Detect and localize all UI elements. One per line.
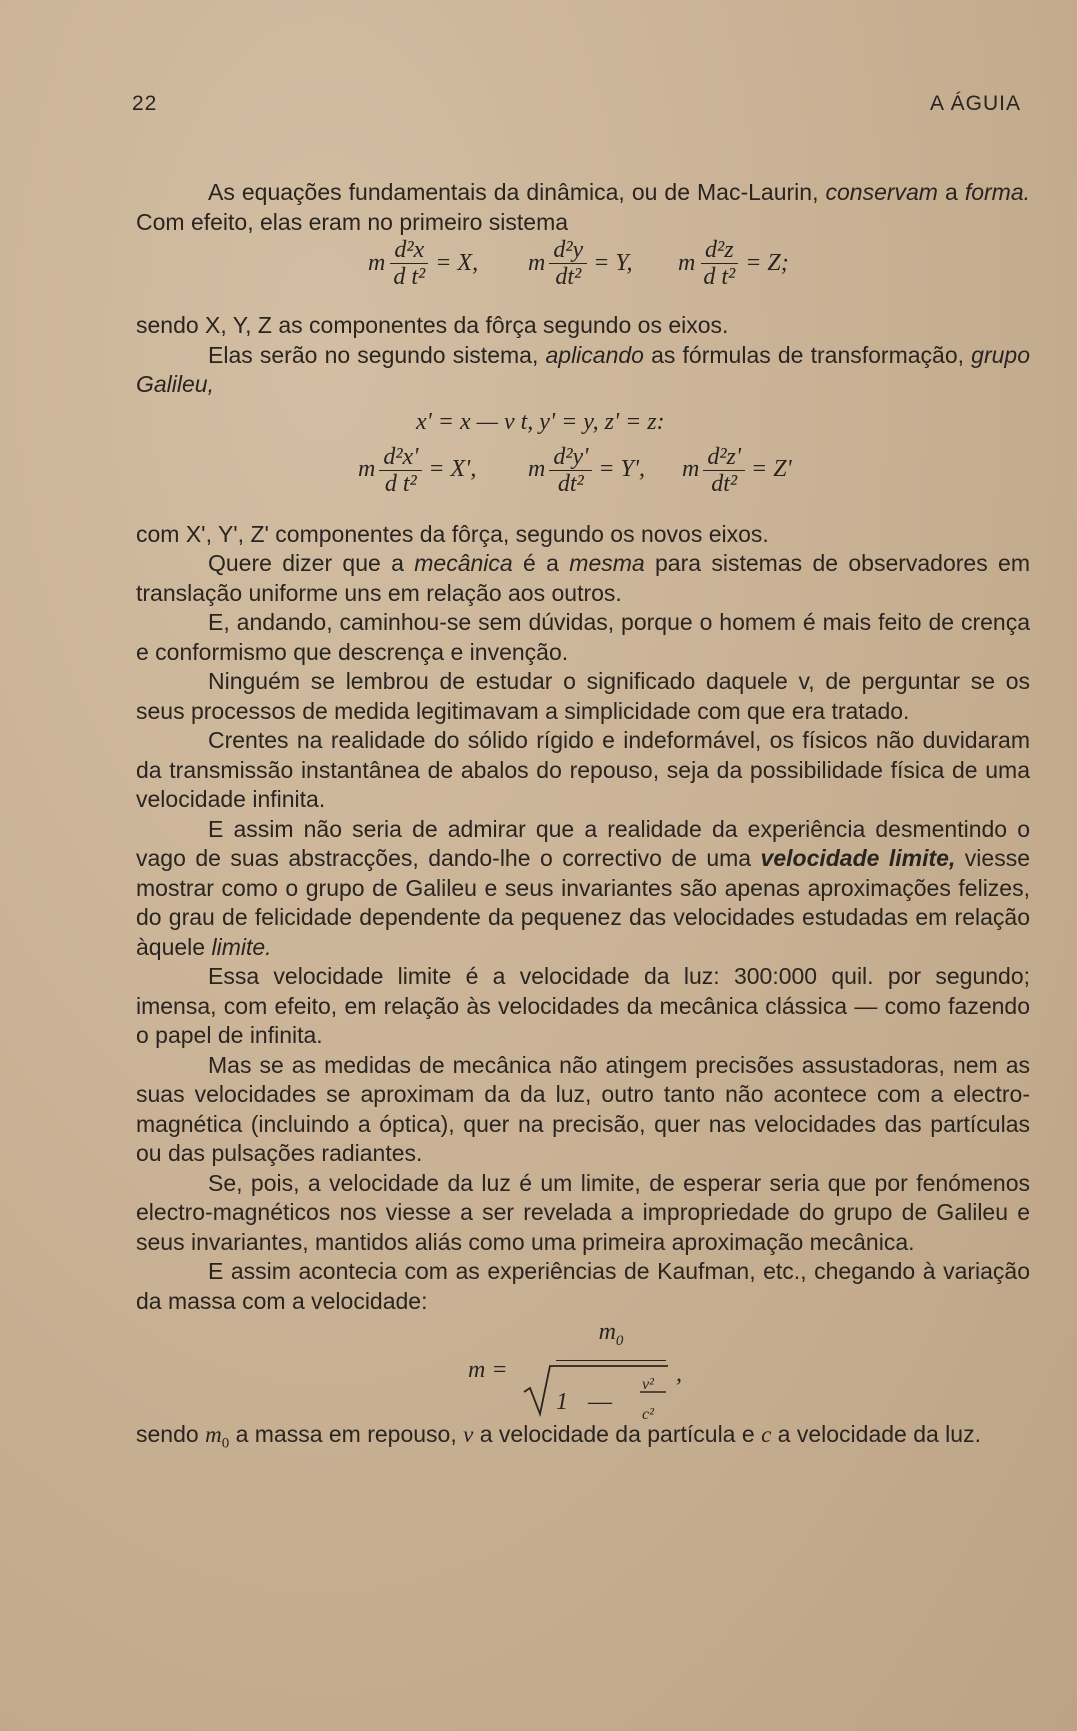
paragraph: E assim não seria de admirar que a realidade da experiência desmentindo o vago de suas abstracções, dando-lhe o correctivo de uma velocidade limite, viesse mostrar como o grupo de Galileu e seus invariantes são apenas aproximações felizes, do grau de felicidade dependente da pequenez das velocidades estudadas em relação àquele limite.	[136, 815, 1030, 960]
page-number: 22	[132, 92, 158, 115]
paragraph: E assim acontecia com as experiências de Kaufman, etc., chegando à variação da massa com a velocidade:	[136, 1258, 1030, 1314]
equation-term: m $\frac{\text{d²y'}}{\text{dt²}}$ = Y',	[528, 443, 646, 497]
mass-numerator: $m_0$	[556, 1318, 666, 1361]
page-header	[132, 92, 1021, 124]
equation-term: m $\frac{\text{d²z}}{\text{d t²}}$ = Z;	[678, 237, 789, 290]
equation-term: m $\frac{\text{d²z'}}{\text{dt²}}$ = Z'	[682, 443, 792, 497]
equation-second-system	[136, 444, 1030, 514]
paragraph: E, andando, caminhou-se sem dúvidas, porque o homem é mais feito de crença e conformismo que descrença e invenção.	[136, 609, 1030, 665]
paragraph: Mas se as medidas de mecânica não atingem precisões assustadoras, nem as suas velocidades se aproximam da da luz, outro tanto não acontece com a electro-magnética (incluindo a óptica), quer na precisão, quer nas velocidades das partículas ou das pulsações radiantes.	[136, 1051, 1030, 1166]
equation-term: m $\frac{\text{d²x}}{\text{d t²}}$ = X,	[368, 237, 479, 290]
article-body	[136, 178, 1030, 1459]
paragraph: Crentes na realidade do sólido rígido e indeformável, os físicos não duvidaram da transmissão instantânea de abalos do repouso, seja da possibilidade física de uma velocidade infinita.	[136, 727, 1030, 812]
equation-term: m $\frac{\text{d²y}}{\text{dt²}}$ = Y,	[528, 237, 633, 290]
paragraph: As equações fundamentais da dinâmica, ou de Mac-Laurin, conservam a forma. Com efeito, elas eram no primeiro sistema	[136, 179, 1030, 235]
paragraph: sendo X, Y, Z as componentes da fôrça segundo os eixos.	[136, 312, 729, 338]
equation-first-system	[136, 237, 1030, 307]
paragraph: Se, pois, a velocidade da luz é um limite, de esperar seria que por fenómenos electro-magnéticos nos viesse a ser revelada a impropriedade do grupo de Galileu e seus invariantes, mantidos aliás como uma primeira aproximação mecânica.	[136, 1169, 1030, 1255]
transformation-equation: x' = x — v t, y' = y, z' = z:	[416, 408, 665, 435]
paragraph: Essa velocidade limite é a velocidade da luz: 300:000 quil. por segundo; imensa, com efeito, em relação às velocidades da mecânica clássica — como fazendo o papel de infinita.	[136, 963, 1030, 1048]
paragraph: sendo $m_0$ a massa em repouso, v a velocidade da partícula e c a velocidade da luz.	[136, 1421, 981, 1452]
paragraph: Quere dizer que a mecânica é a mesma para sistemas de observadores em translação uniforme uns em relação aos outros.	[136, 550, 1030, 606]
paragraph: com X', Y', Z' componentes da fôrça, segundo os novos eixos.	[136, 520, 769, 547]
running-title: A ÁGUIA	[929, 92, 1021, 115]
mass-velocity-equation: m = $m_0$ 1 — v² c² ,	[468, 1319, 682, 1423]
paragraph: Ninguém se lembrou de estudar o significado daquele v, de perguntar se os seus processos de medida legitimavam a simplicidade com que era tratado.	[136, 668, 1030, 724]
paragraph: Elas serão no segundo sistema, aplicando as fórmulas de transformação, grupo Galileu,	[136, 341, 1030, 397]
equation-term: m $\frac{\text{d²x'}}{\text{d t²}}$ = X',	[358, 443, 477, 497]
